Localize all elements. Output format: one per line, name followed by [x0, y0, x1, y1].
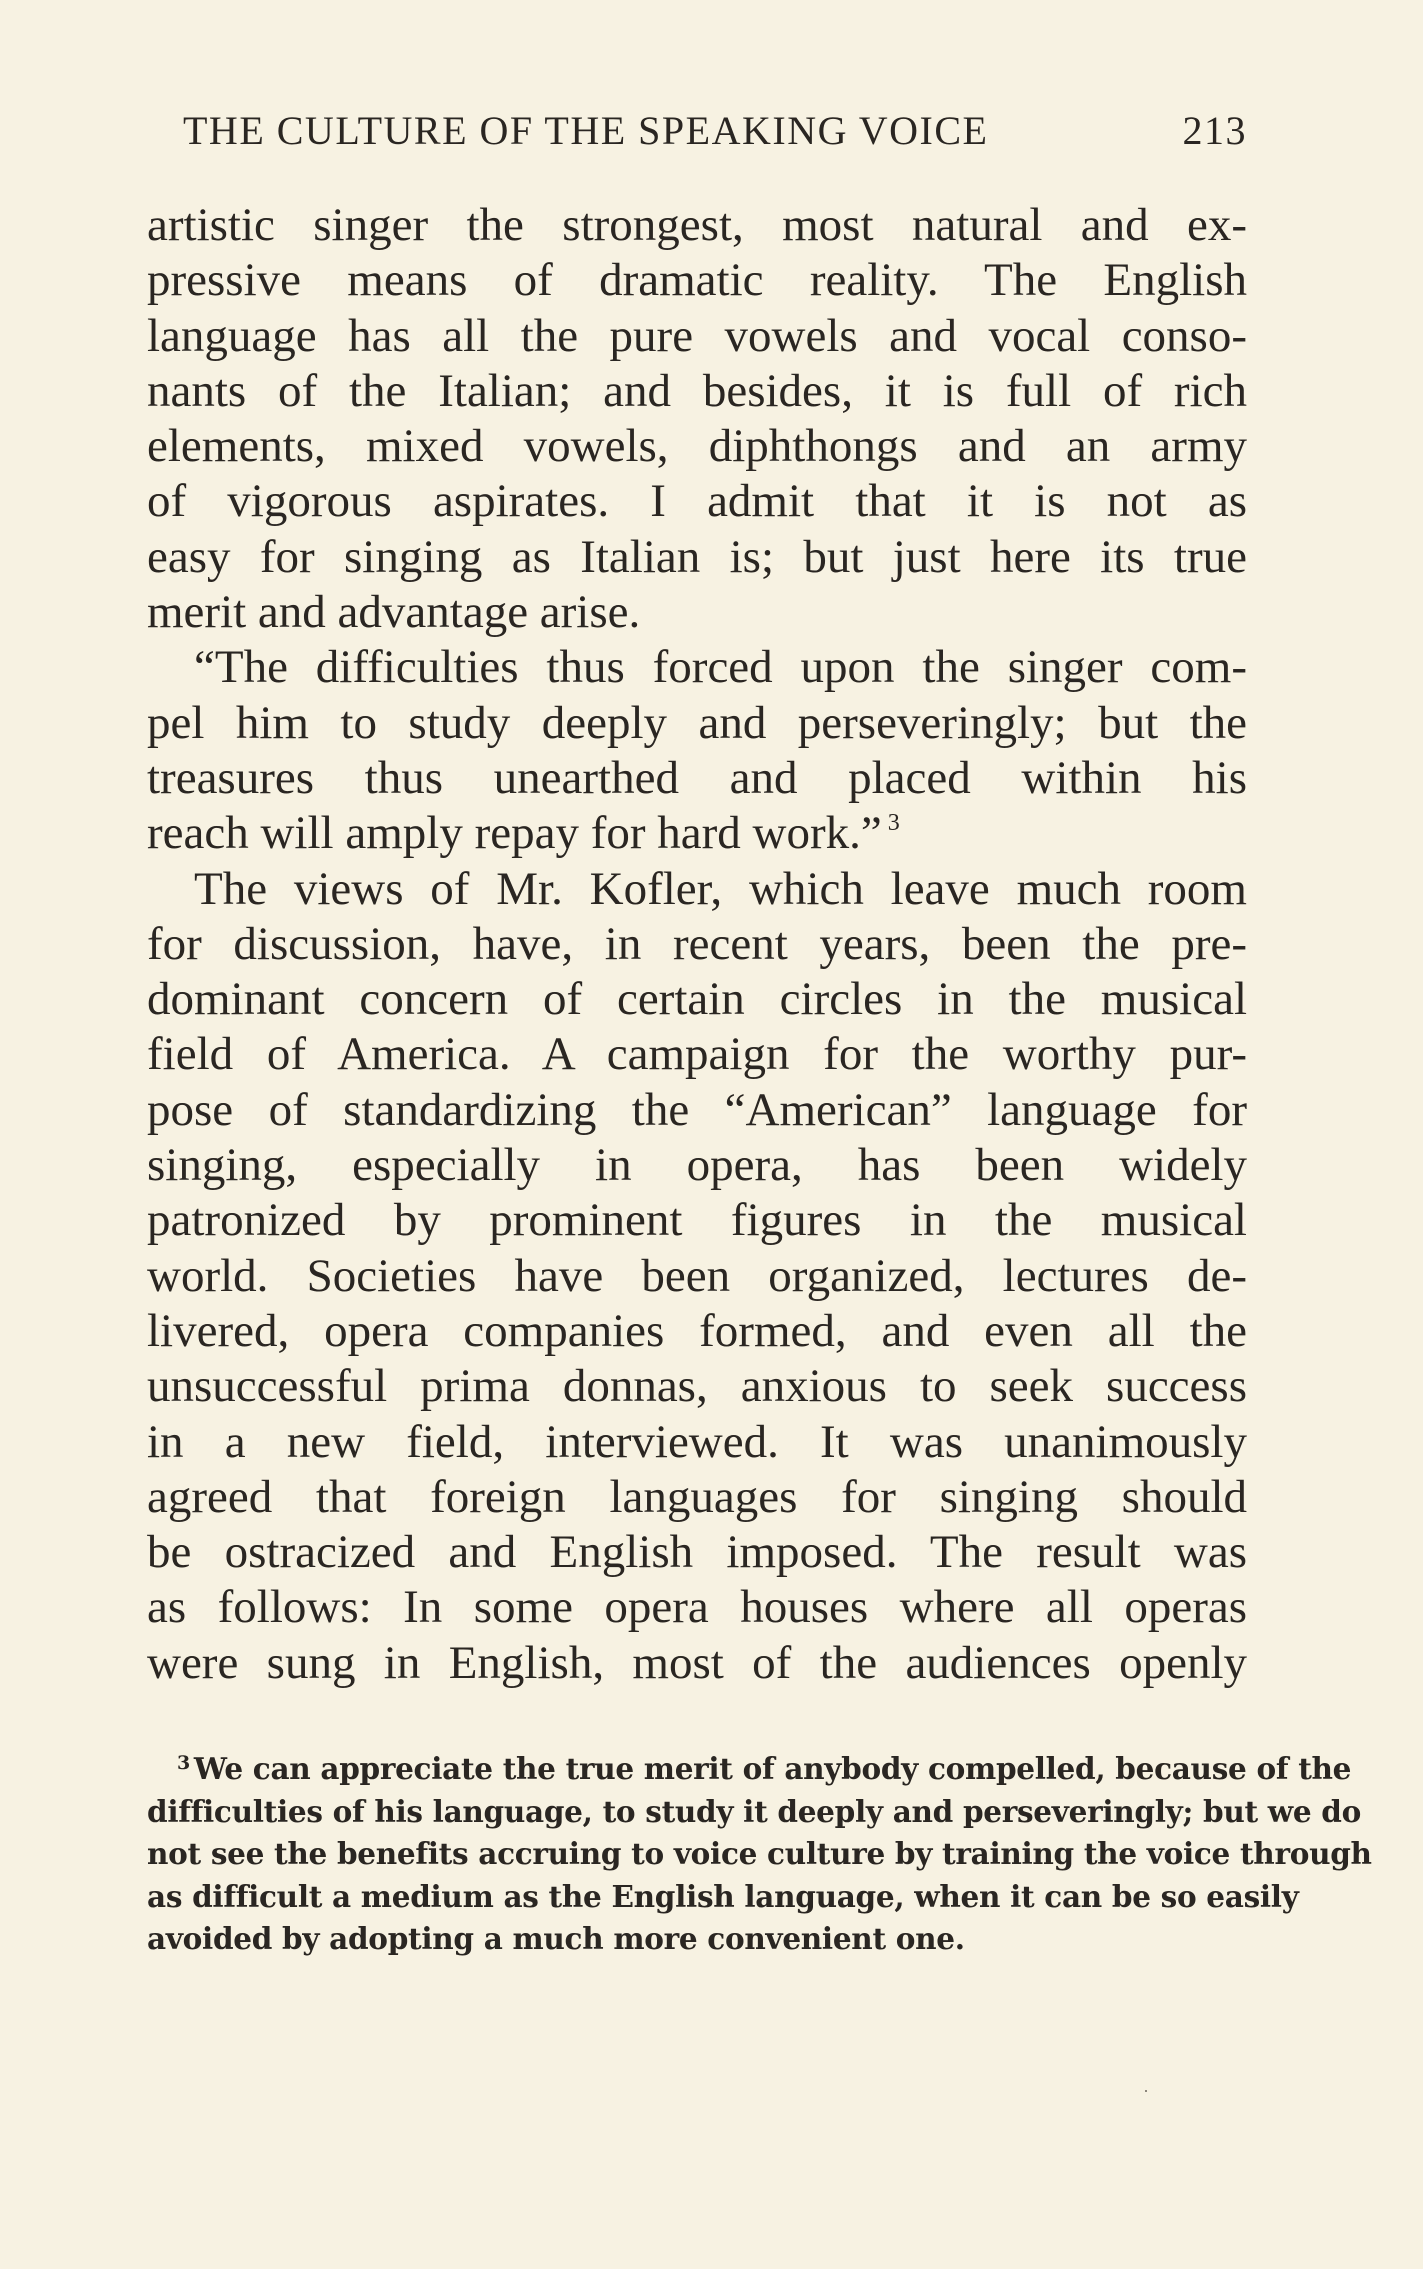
footnote-line: not see the benefits accruing to voice culture by training the voice through	[147, 1836, 1372, 1871]
running-head-title: THE CULTURE OF THE SPEAKING VOICE	[183, 108, 989, 153]
footnote-reference[interactable]: 3	[887, 810, 900, 837]
text-line: were sung in English, most of the audiences openly	[147, 1636, 1247, 1689]
text-line: artistic singer the strongest, most natural and ex-	[147, 199, 1247, 251]
text-line: as follows: In some opera houses where all operas	[147, 1581, 1247, 1634]
text-line: pose of standardizing the “American” language for	[147, 1083, 1247, 1136]
text-line: reach will amply repay for hard work.”	[147, 807, 882, 860]
text-line: livered, opera companies formed, and even all the	[147, 1304, 1247, 1357]
footnote-marker: 3	[177, 1752, 190, 1774]
footnote	[147, 1748, 1372, 1961]
text-line: elements, mixed vowels, diphthongs and an army	[147, 420, 1247, 473]
text-line: easy for singing as Italian is; but just here its true	[147, 530, 1247, 583]
text-line: pel him to study deeply and perseveringly; but the	[147, 696, 1247, 749]
running-head	[183, 103, 1247, 159]
text-line: language has all the pure vowels and vocal conso-	[147, 309, 1247, 362]
text-line: for discussion, have, in recent years, been the pre-	[147, 917, 1247, 970]
text-line: dominant concern of certain circles in the musical	[147, 973, 1247, 1026]
paper-speck	[1145, 2090, 1147, 2092]
footnote-line	[147, 1748, 1352, 1791]
text-line: agreed that foreign languages for singing should	[147, 1470, 1247, 1523]
text-line: of vigorous aspirates. I admit that it is not as	[147, 475, 1247, 528]
text-line: patronized by prominent figures in the musical	[147, 1194, 1247, 1247]
text-line: field of America. A campaign for the worthy pur-	[147, 1028, 1247, 1081]
text-line: singing, especially in opera, has been widely	[147, 1139, 1247, 1192]
text-line: be ostracized and English imposed. The result was	[147, 1526, 1247, 1579]
text-line-with-note	[147, 806, 1247, 861]
text-line: The views of Mr. Kofler, which leave much room	[194, 862, 1247, 915]
page-number: 213	[1182, 108, 1247, 153]
footnote-text: We can appreciate the true merit of anybody compelled, because of the	[193, 1751, 1352, 1786]
text-line: nants of the Italian; and besides, it is full of rich	[147, 364, 1247, 417]
text-line: unsuccessful prima donnas, anxious to seek success	[147, 1360, 1247, 1413]
text-line: world. Societies have been organized, lectures de-	[147, 1249, 1247, 1302]
footnote-line: difficulties of his language, to study it deeply and perseveringly; but we do	[147, 1793, 1362, 1829]
text-line: treasures thus unearthed and placed within his	[147, 751, 1247, 804]
text-line: pressive means of dramatic reality. The English	[147, 254, 1247, 307]
footnote-line: as difficult a medium as the English language, when it can be so easily	[147, 1878, 1299, 1914]
body-text	[147, 198, 1247, 1691]
text-line: merit and advantage arise.	[147, 586, 641, 639]
footnote-line: avoided by adopting a much more convenient one.	[147, 1921, 965, 1956]
text-line: in a new field, interviewed. It was unanimously	[147, 1415, 1247, 1468]
text-line: “The difficulties thus forced upon the singer com-	[194, 641, 1247, 694]
